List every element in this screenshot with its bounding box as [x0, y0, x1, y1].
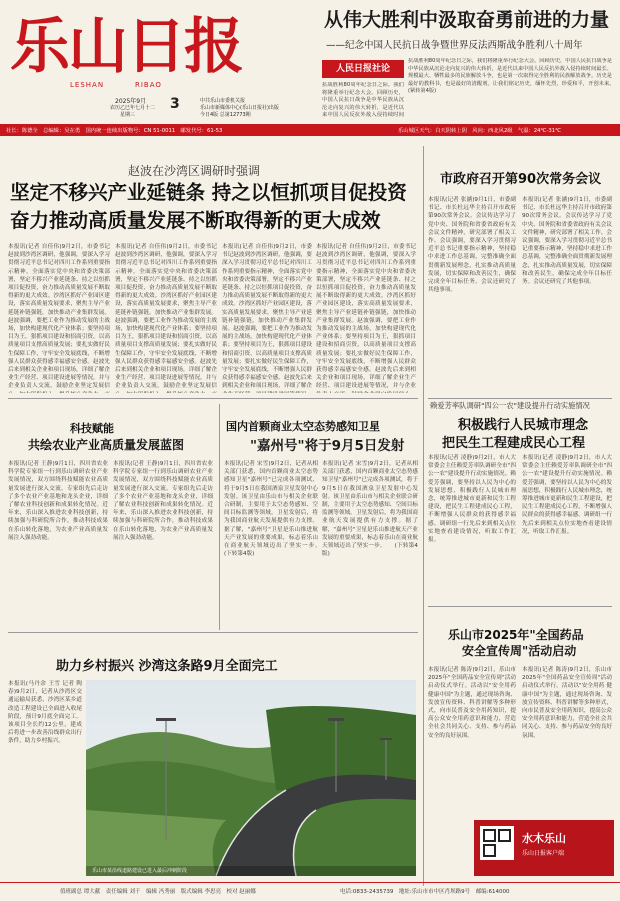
masthead-title: 乐山日报 — [10, 12, 242, 82]
lead-body-col4: 本报讯(记者 自佳伟)9月2日，市委书记赵波到沙湾区调研，他强调，要深入学习贯彻习近平总书记对四川工作系列重要指示精神，全面落实党中央和省委决策部署，坚定不移兴产业延链条、持之以恒抓项目促投资，奋力推动高质量发展不断取得新的更大成效。沙湾区抓好产业园区建设，落实高质量发展要求，聚焦主导产业延链补链强链，加快推动产业集群发展。赵波强调，要把工业作为推动发展的主战场，加快构建现代化产业体系；要坚持项目为王，狠抓项目建设和招商引资，以高质量项目支撑高质量发展；要扎实做好民生保障工作，守牢安全发展底线，不断增强人民群众获得感幸福感安全感。赵波先后来到相关企业和项目现场，详细了解企业生产经营、项目建设进展等情况，并与企业 — [316, 244, 416, 390]
app-ad-sub: 乐山日报客户端 — [522, 850, 565, 857]
qr-code-icon — [480, 826, 514, 860]
gov-body-col2: 本报讯(记者 张涵)9月1日，市委副书记、市长杜远华主持召开市政府第90次常务会议。会议传达学习了党中央、国务院和省委省政府有关会议文件精神，研究部署了相关工作。会议强调，要深入学习贯彻习近平总书记重要指示精神，坚持稳中求进工作总基调，完整准确全面贯彻新发展理念，扎实推动高质量发展，切实保障和改善民生，确保完成全年目标任务。会议还研究了其他事项。 — [522, 197, 612, 286]
editorial-badge — [322, 60, 404, 78]
social-kicker: 赖爱芳率队调研"四公一农"建设提升行动实施情况 — [430, 401, 590, 410]
divider-vertical-right — [423, 146, 424, 886]
gov-body-col1: 本报讯(记者 张涵)9月1日，市委副书记、市长杜远华主持召开市政府第90次常务会议。会议传达学习了党中央、国务院和省委省政府有关会议文件精神，研究部署了相关工作。会议强调，要深入学习贯彻习近平总书记重要指示精神，坚持稳中求进工作总基调，完整准确全面贯彻新发展理念，扎实推动高质量发展，切实保障和改善民生，确保完成全年目标任务。会议还研究了其他事项。 — [428, 197, 516, 294]
lead-body-col2: 本报讯(记者 自佳伟)9月2日，市委书记赵波到沙湾区调研，他强调，要深入学习贯彻习近平总书记对四川工作系列重要指示精神，全面落实党中央和省委决策部署，坚定不移兴产业延链条、持之以恒抓项目促投资，奋力推动高质量发展不断取得新的更大成效。沙湾区抓好产业园区建设，落实高质量发展要求，聚焦主导产业延链补链强链，加快推动产业集群发展。赵波强调，要把工业作为推动发展的主战场，加快构建现代化产业体系；要坚持项目为王，狠抓项目建设和招商引资，以高质量项目支撑高质量发展；要扎实做好民生保障工作，守牢安全发展底线，不断增强人民群众获得感幸福感安全感。赵波先后来到相关企业和项目现场，详细了解企业生产经营、项目建设进展等情况，并与企业负责人交流，鼓励企业坚定发展信 — [115, 244, 217, 390]
footer-rule — [0, 882, 620, 883]
rural-body: 本报讯(马丹余 王雪 记者 陶春)9月2日，记者从沙湾区交通运输局获悉，沙湾区某乡道改造工程建设已全面进入收尾阶段，预计9月底全面完工。该项目全长约12公里，建成后将进一步改善沿线群众出行条件，助力乡村振兴。 — [8, 681, 82, 745]
drug-headline-1: 乐山市2025年"全国药品 — [448, 628, 584, 642]
info-bar-right: 乐山城区天气：白天阴转上阴 风向：西北风2级 气温：24℃-31℃ — [398, 128, 562, 134]
masthead-pinyin-left: LESHAN — [70, 81, 105, 89]
editorial-text-left: 抗战胜利80周年纪念日之际，我们将隆重举行纪念大会。回顾历史，中国人民抗日战争是中华民族从沉沦走向复兴的伟大转折，是近代以来中国人民反抗外敌入侵持续时间 — [322, 82, 404, 118]
masthead-date: 2025年9月 — [115, 98, 147, 105]
gov-headline: 市政府召开第90次常务会议 — [440, 172, 602, 187]
divider-h4 — [428, 606, 612, 607]
app-ad[interactable] — [474, 820, 614, 876]
footer-contact: 电话:0833-2435739 地址:乐山市市中区肖坝路9号 邮编:614000 — [340, 889, 510, 895]
lead-body-col3: 本报讯(记者 自佳伟)9月2日，市委书记赵波到沙湾区调研，他强调，要深入学习贯彻习近平总书记对四川工作系列重要指示精神，全面落实党中央和省委决策部署，坚定不移兴产业延链条、持之以恒抓项目促投资，奋力推动高质量发展不断取得新的更大成效。沙湾区抓好产业园区建设，落实高质量发展要求，聚焦主导产业延链补链强链，加快推动产业集群发展。赵波强调，要把工业作为推动发展的主战场，加快构建现代化产业体系；要坚持项目为王，狠抓项目建设和招商引资，以高质量项目支撑高质量发展；要扎实做好民生保障工作，守牢安全发展底线，不断增强人民群众获得感幸福感安全感。赵波先后来到相关企业和项目现场，详细了解企 — [222, 244, 312, 390]
app-ad-label: 水木乐山 — [522, 832, 566, 845]
masthead-sponsor2: 乐山市新媒体中心(乐山日报社)出版 — [200, 105, 279, 111]
divider-v-mid — [219, 404, 220, 630]
drug-headline-2: 安全宣传周"活动启动 — [462, 644, 577, 658]
masthead-sponsor1: 中共乐山市委机关报 — [200, 98, 246, 104]
rural-headline: 助力乡村振兴 沙湾这条路9月全面完工 — [56, 659, 278, 674]
agri-kicker: 科技赋能 — [70, 422, 114, 435]
satellite-headline: "嘉州号"将于9月5日发射 — [250, 438, 405, 454]
info-bar-left: 社长：陈德全 总编辑：吴在勇 国内统一连续出版物号：CN 51-0011 邮发代号：61-53 — [6, 128, 223, 134]
agri-body-col2: 本报讯(记者 王静)9月1日，四川省农业科学院专家组一行到乐山调研农业产业发展情况，双方围绕科技赋能农业高质量发展进行深入交流。专家组先后走访了多个农业产业基地和龙头企业，详细了解农业科技创新和成果转化情况。近年来，乐山深入推进农业科技创新，持续加强与科研院所合作，推动科技成果在乐山转化落地，为农业产业高质量发展注入强劲动能。 — [113, 461, 213, 541]
drug-body-col2: 本报讯(记者 陈涛)9月2日，乐山市2025年"全国药品安全宣传周"活动启动仪式举行。活动以"安全用药 健康中国"为主题，通过现场咨询、发放宣传资料、科普讲解等多种形式，向市民普及安全用药知识，提高公众安全用药意识和能力，营造全社会共同关心、支持、参与药品安全的良好氛围。 — [522, 667, 612, 739]
social-body-col2: 本报讯(记者 凌静)9月2日，市人大常委会主任赖爱芳率队调研全市"四公一农"建设提升行动实施情况。赖爱芳强调，要坚持以人民为中心的发展思想，积极践行人民城市理念，统筹推进城市更新和民生工程建设，把民生工程建成民心工程，不断增强人民群众的获得感幸福感。调研组一行先后来到相关点位实地查看建设情况，听取工作汇报。 — [522, 455, 612, 535]
agri-headline: 共绘农业产业高质量发展蓝图 — [28, 438, 185, 452]
agri-body-col1: 本报讯(记者 王静)9月1日，四川省农业科学院专家组一行到乐山调研农业产业发展情况，双方围绕科技赋能农业高质量发展进行深入交流。专家组先后走访了多个农业产业基地和龙头企业，详细了解农业科技创新和成果转化情况。近年来，乐山深入推进农业科技创新，持续加强与科研院所合作，推动科技成果在乐山转化落地，为农业产业高质量发展注入强劲动能。 — [8, 461, 108, 541]
lead-headline-2: 奋力推动高质量发展不断取得新的更大成效 — [10, 209, 381, 232]
social-headline-2: 把民生工程建成民心工程 — [442, 436, 586, 451]
masthead-pinyin-right: RIBAO — [135, 81, 162, 89]
masthead — [0, 0, 620, 120]
road-photo-image — [86, 680, 416, 876]
masthead-day: 3 — [170, 96, 180, 112]
footer-credits: 值班副总 谭大献 责任编辑 刘千 编辑 冯秀丽 版式编辑 李思亮 校对 赵丽娜 — [60, 889, 256, 895]
drug-body-col1: 本报讯(记者 陈涛)9月2日，乐山市2025年"全国药品安全宣传周"活动启动仪式举行。活动以"安全用药 健康中国"为主题，通过现场咨询、发放宣传资料、科普讲解等多种形式，向市民普及安全用药知识，提高公众安全用药意识和能力，营造全社会共同关心、支持、参与药品安全的良好氛围。 — [428, 667, 516, 739]
lead-headline-1: 坚定不移兴产业延链条 持之以恒抓项目促投资 — [10, 181, 407, 204]
road-photo-caption: 乐山市某沿线道路建设已进入最后冲刺阶段 — [92, 868, 188, 874]
satellite-body-col1: 本报讯(记者 宋雪)9月2日，记者从相关部门获悉，国内首颗商业太空态势感知卫星"嘉州号"已完成各项测试，将于9月5日在我国酒泉卫星发射中心发射。该卫星由乐山市与相关企业联合研制，主要用于太空态势感知、空间目标监测等领域。卫星发射后，将为我国商业航天发展提供有力支撑。据了解，"嘉州号"卫星是乐山推进航天产业发展的重要成果，标志着乐山在商业航天领域迈出了坚实一步。 (下转第4版) — [224, 461, 318, 558]
editorial-badge-label: 人民日报社论 — [335, 64, 390, 74]
masthead-lunar: 农历乙巳年七月十二 — [110, 105, 156, 111]
editorial-text: 抗战胜利80周年纪念日之际，我们将隆重举行纪念大会。回顾历史，中国人民抗日战争是中华民族从沉沦走向复兴的伟大转折，是近代以来中国人民反抗外敌入侵持续时间最长、规模最大、牺牲最多的民族解放斗争，也是第一次取得完全胜利的民族解放战争。历史是最好的教科书，也是最好的清醒剂。让我们铭记历史，缅怀先烈，珍爱和平，开创未来。 (紧转第4版) — [408, 58, 612, 94]
road-photo — [86, 680, 416, 876]
social-headline-1: 积极践行人民城市理念 — [458, 418, 589, 433]
masthead-issue: 今日4版 总第12773期 — [200, 112, 251, 118]
divider-h2 — [428, 398, 612, 399]
masthead-weekday: 星期三 — [120, 112, 136, 118]
lead-kicker: 赵波在沙湾区调研时强调 — [128, 164, 261, 178]
satellite-body-col2: 本报讯(记者 宋雪)9月2日，记者从相关部门获悉，国内首颗商业太空态势感知卫星"嘉州号"已完成各项测试，将于9月5日在我国酒泉卫星发射中心发射。该卫星由乐山市与相关企业联合研制，主要用于太空态势感知、空间目标监测等领域。卫星发射后，将为我国商业航天发展提供有力支撑。据了解，"嘉州号"卫星是乐山推进航天产业发展的重要成果，标志着乐山在商业航天领域迈出了坚实一步。 (下转第4版) — [322, 461, 418, 558]
top-headline: 从伟大胜利中汲取奋勇前进的力量 — [324, 9, 610, 31]
info-bar — [0, 124, 620, 136]
divider-h1 — [8, 398, 418, 399]
lead-body-col1: 本报讯(记者 自佳伟)9月2日，市委书记赵波到沙湾区调研，他强调，要深入学习贯彻习近平总书记对四川工作系列重要指示精神，全面落实党中央和省委决策部署，坚定不移兴产业延链条、持之以恒抓项目促投资，奋力推动高质量发展不断取得新的更大成效。沙湾区抓好产业园区建设，落实高质量发展要求，聚焦主导产业延链补链强链，加快推动产业集群发展。赵波强调，要把工业作为推动发展的主战场，加快构建现代化产业体系；要坚持项目为王，狠抓项目建设和招商引资，以高质量项目支撑高质量发展；要扎实做好民生保障工作，守牢安全发展底线，不断增强人民群众获得感幸福感安全感。赵波先后来到相关企业和项目现场，详细了解企业生产经营、项目建设进展等情况，并与企业负责人交流，鼓励企业坚定发展信 — [8, 244, 110, 390]
satellite-kicker: 国内首颗商业太空态势感知卫星 — [226, 420, 380, 433]
divider-h3 — [8, 632, 418, 633]
social-body-col1: 本报讯(记者 凌静)9月2日，市人大常委会主任赖爱芳率队调研全市"四公一农"建设提升行动实施情况。赖爱芳强调，要坚持以人民为中心的发展思想，积极践行人民城市理念，统筹推进城市更新和民生工程建设，把民生工程建成民心工程，不断增强人民群众的获得感幸福感。调研组一行先后来到相关点位实地查看建设情况，听取工作汇报。 — [428, 455, 516, 544]
top-subhead: ——纪念中国人民抗日战争暨世界反法西斯战争胜利八十周年 — [326, 40, 583, 51]
